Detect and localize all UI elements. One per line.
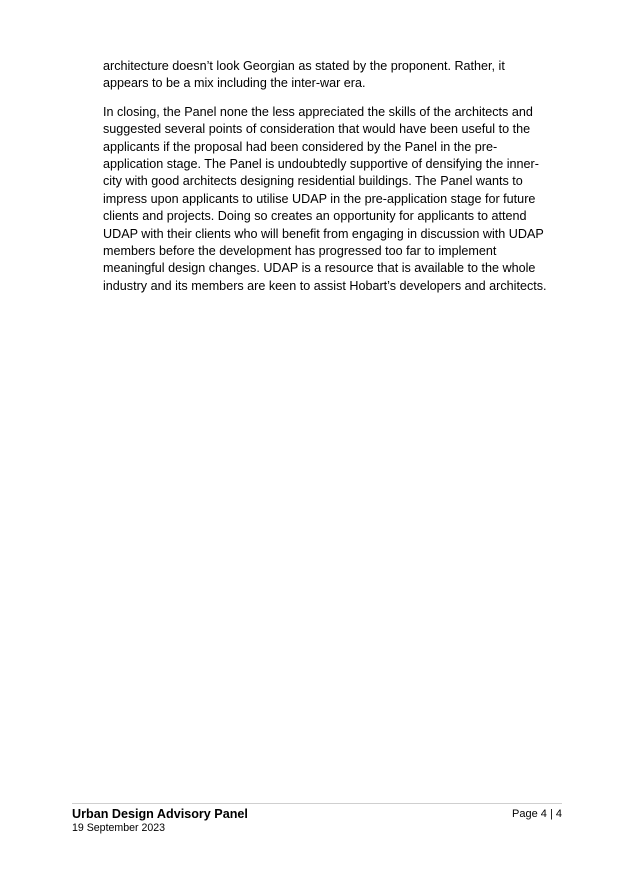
footer-divider xyxy=(72,803,562,804)
footer-date: 19 September 2023 xyxy=(72,822,166,834)
page-number: Page 4 | 4 xyxy=(512,808,562,820)
document-body xyxy=(103,58,553,306)
footer-title: Urban Design Advisory Panel xyxy=(72,807,248,821)
body-paragraph: In closing, the Panel none the less appreciated the skills of the architects and suggested several points of consideration that would have been useful to the applicants if the proposal had been considered by the Panel in the pre-application stage. The Panel is undoubtedly supportive of densifying the inner-city with good architects designing residential buildings. The Panel wants to impress upon applicants to utilise UDAP in the pre-application stage for future clients and projects. Doing so creates an opportunity for applicants to attend UDAP with their clients who will benefit from engaging in discussion with UDAP members before the development has progressed too far to implement meaningful design changes. UDAP is a resource that is available to the whole industry and its members are keen to assist Hobart’s developers and architects. xyxy=(103,104,547,293)
body-paragraph: architecture doesn’t look Georgian as stated by the proponent. Rather, it appears to be a mix including the inter-war era. xyxy=(103,59,505,91)
page-footer xyxy=(72,806,562,838)
